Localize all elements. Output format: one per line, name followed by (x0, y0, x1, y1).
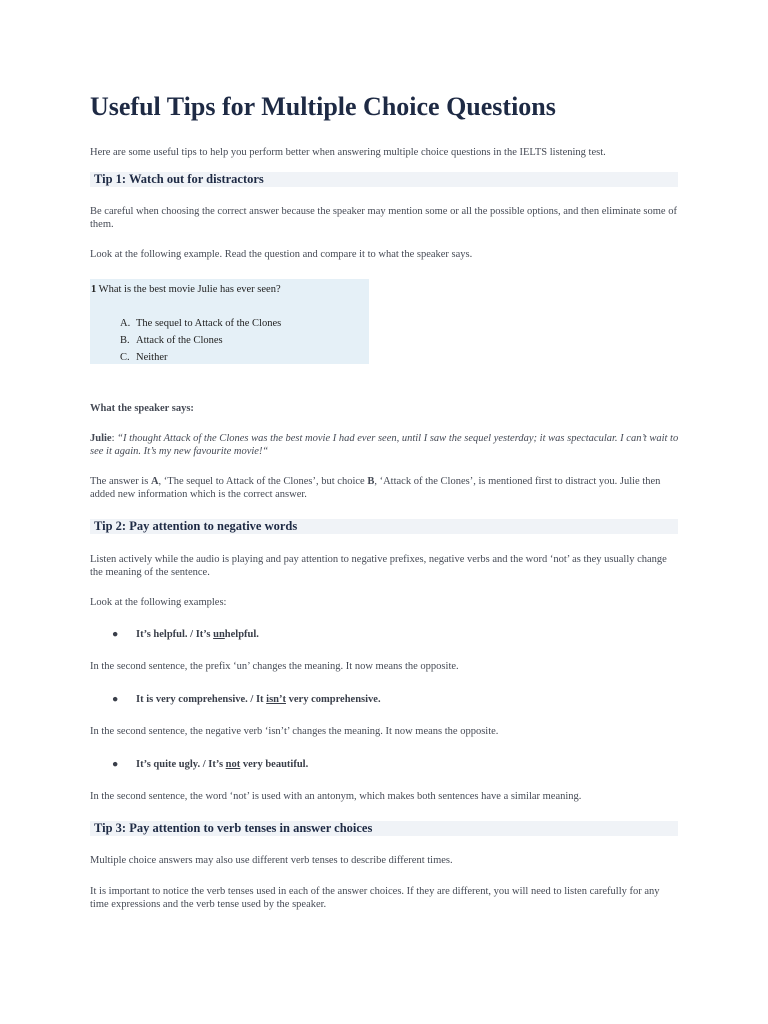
example-3-underline: not (225, 759, 241, 770)
tip1-heading: Tip 1: Watch out for distractors (90, 172, 678, 187)
example-3-note: In the second sentence, the word ‘not’ is used with an antonym, which makes both sentences have a similar meaning. (90, 791, 582, 802)
example-2-underline: isn’t (266, 694, 287, 705)
option-a-letter: A. (120, 318, 131, 329)
answer-text-1: The answer is (90, 476, 151, 487)
option-a-text: The sequel to Attack of the Clones (136, 318, 282, 329)
option-b (120, 335, 223, 346)
example-3-text: It’s quite ugly. / It’s (136, 759, 226, 770)
tip2-paragraph-2: Look at the following examples: (90, 597, 227, 608)
option-c-letter: C. (120, 352, 130, 363)
example-2-text: It is very comprehensive. / It (136, 694, 267, 705)
example-bullet-1 (112, 629, 259, 640)
example-question (91, 284, 281, 295)
bullet-icon: ● (112, 629, 119, 640)
option-b-letter: B. (120, 335, 130, 346)
speaker-heading: What the speaker says: (90, 403, 194, 414)
option-c-text: Neither (136, 352, 168, 363)
question-text: What is the best movie Julie has ever seen? (96, 284, 281, 295)
answer-text-3: , ‘Attack of the Clones’, is mentioned first to distract you. Julie then added new information which is the correct answer. (90, 476, 661, 500)
answer-explanation (90, 475, 680, 501)
speaker-name: Julie (90, 433, 112, 444)
tip1-paragraph-2: Look at the following example. Read the question and compare it to what the speaker says. (90, 249, 473, 260)
option-a (120, 318, 281, 329)
bullet-icon: ● (112, 694, 119, 705)
example-1-underline: un (213, 629, 225, 640)
question-number: 1 (91, 284, 97, 295)
answer-letter-b: B (367, 476, 375, 487)
example-2-text-end: very comprehensive. (286, 694, 381, 705)
tip3-paragraph-2: It is important to notice the verb tenses used in each of the answer choices. If they are different, you will need to listen carefully for any time expressions and the verb tense used by the speaker. (90, 886, 660, 910)
tip2-heading: Tip 2: Pay attention to negative words (90, 519, 678, 534)
option-c (120, 352, 168, 363)
tip1-paragraph-1: Be careful when choosing the correct answer because the speaker may mention some or all the possible options, and then eliminate some of them. (90, 206, 677, 230)
tip3-heading: Tip 3: Pay attention to verb tenses in answer choices (90, 821, 678, 836)
speaker-quote: “I thought Attack of the Clones was the best movie I had ever seen, until I saw the sequel yesterday; it was spectacular. I can’t wait to see it again. It’s my new favourite movie!“ (90, 433, 679, 457)
bullet-icon: ● (112, 759, 119, 770)
example-3-text-end: very beautiful. (240, 759, 309, 770)
example-bullet-3 (112, 759, 308, 770)
intro-paragraph: Here are some useful tips to help you perform better when answering multiple choice questions in the IELTS listening test. (90, 147, 606, 158)
example-1-text-end: helpful. (224, 629, 259, 640)
answer-text-2: , ‘The sequel to Attack of the Clones’, but choice (158, 476, 368, 487)
answer-letter-a: A (150, 476, 159, 487)
page-title: Useful Tips for Multiple Choice Questions (90, 92, 556, 121)
example-bullet-2 (112, 694, 381, 705)
example-1-note: In the second sentence, the prefix ‘un’ changes the meaning. It now means the opposite. (90, 661, 459, 672)
tip2-paragraph-1: Listen actively while the audio is playing and pay attention to negative prefixes, negative verbs and the word ‘not’ as they usually change the meaning of the sentence. (90, 554, 667, 578)
option-b-text: Attack of the Clones (136, 335, 223, 346)
tip3-paragraph-1: Multiple choice answers may also use different verb tenses to describe different times. (90, 855, 453, 866)
example-2-note: In the second sentence, the negative verb ‘isn’t’ changes the meaning. It now means the opposite. (90, 726, 499, 737)
speaker-quote-paragraph (90, 432, 680, 458)
speaker-separator: : (111, 433, 118, 444)
example-1-text: It’s helpful. / It’s (136, 629, 214, 640)
